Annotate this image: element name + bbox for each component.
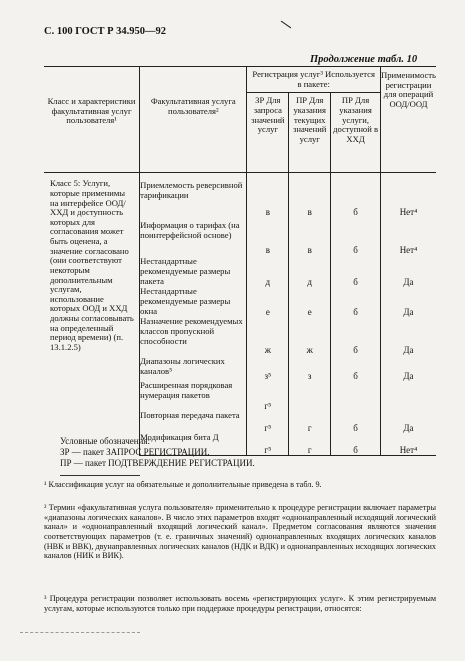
col-header-pr-current: ПР Для указания текущих значений услуг (289, 93, 331, 173)
value-pr-available: б (331, 221, 381, 257)
value-zr: з⁵ (247, 357, 289, 381)
value-zr: д (247, 257, 289, 287)
value-applicability: Нет⁴ (380, 221, 436, 257)
value-applicability: Нет⁴ (380, 181, 436, 221)
value-applicability: Да (380, 317, 436, 357)
value-pr-available: б (331, 287, 381, 317)
value-pr-available: б (331, 317, 381, 357)
value-zr: е (247, 287, 289, 317)
service-registration-table (44, 66, 436, 456)
service-item: Нестандартные рекомендуемые размеры пакета (140, 257, 247, 287)
footnote-divider (60, 475, 140, 476)
value-applicability: Нет⁴ (380, 433, 436, 455)
value-zr: г⁵ (247, 411, 289, 433)
value-pr-current: в (289, 181, 331, 221)
legend-zr: ЗР — пакет ЗАПРОС РЕГИСТРАЦИИ. (60, 446, 210, 457)
class-5-description: Класс 5: Услуги, которые применимы на интерфейсе ООД/ХХД и доступность которых для согласования может быть оценена, а значение согласовано (они соответствуют некоторым дополнительным услугам, использование которых ООД и ХХД должны согласовывать на определенный период времени) (п. 13.1.2.5) (50, 178, 134, 352)
page-header-left: С. 100 ГОСТ Р 34.950—92 (44, 26, 167, 37)
value-pr-current: д (289, 257, 331, 287)
value-zr: г⁵ (247, 381, 289, 411)
value-pr-available (331, 381, 381, 411)
value-pr-available: б (331, 357, 381, 381)
service-item: Модификация бита Д (140, 433, 247, 455)
col-header-service: Факультативная услуга пользователя² (140, 67, 247, 173)
value-applicability: Да (380, 257, 436, 287)
service-item: Расширенная порядковая нумерация пакетов (140, 381, 247, 411)
value-pr-current: е (289, 287, 331, 317)
value-pr-available: б (331, 257, 381, 287)
service-item: Диапазоны логических каналов⁵ (140, 357, 247, 381)
col-header-class: Класс и характеристики факультативная услуг пользователя¹ (44, 67, 140, 173)
legend-pr: ПР — пакет ПОДТВЕРЖДЕНИЕ РЕГИСТРАЦИИ. (60, 457, 255, 468)
col-header-applicability: Применимость регистрации для операций ООД/ООД (380, 67, 436, 173)
col-header-pr-available: ПР Для указания услуги, доступной в ХХД (331, 93, 381, 173)
value-applicability: Да (380, 287, 436, 317)
value-pr-current: г (289, 433, 331, 455)
value-pr-available: б (331, 181, 381, 221)
service-item: Информация о тарифах (на поинтерфейсной основе) (140, 221, 247, 257)
value-pr-current: г (289, 411, 331, 433)
value-pr-current: з (289, 357, 331, 381)
footnote-1: ¹ Классификация услуг на обязательные и дополнительные приведена в табл. 9. (44, 480, 322, 489)
value-zr: г⁵ (247, 433, 289, 455)
col-header-registration: Регистрация услуг³ Используется в пакете: (247, 67, 381, 93)
service-item: Приемлемость реверсивной тарификации (140, 181, 247, 221)
page-header-right: Продолжение табл. 10 (310, 54, 418, 65)
page-bottom-mark (20, 632, 140, 633)
legend-title: Условные обозначения: (60, 436, 151, 446)
service-item: Нестандартные рекомендуемые размеры окна (140, 287, 247, 317)
col-header-zr: ЗР Для запроса значений услуг (247, 93, 289, 173)
footnote-2: ² Термин «факультативная услуга пользователя» применительно к процедуре регистрации включает параметры «диапазоны логических каналов». В число этих параметров входят «однонаправленный исходящий логический канал» и «однонаправленный входящий логический канал». Предметом согласования являются значения соответствующих параметров (т. е. граничных значений) однонаправленных входящих логических каналов (НВК и ВВК), двунаправленных логических каналов (НДК и ВДК) и однонаправленных исходящих логических каналов (НИК и ВИК). (44, 503, 436, 561)
value-zr: ж (247, 317, 289, 357)
value-pr-current: ж (289, 317, 331, 357)
footnote-3: ³ Процедура регистрации позволяет использовать восемь «регистрирующих услуг». К этим регистрируемым услугам, которые используются только при поддержке процедуры регистрации, относятся: (44, 594, 436, 613)
value-zr: в (247, 221, 289, 257)
value-pr-available: б (331, 433, 381, 455)
header-tick-mark (281, 21, 291, 29)
value-applicability: Да (380, 411, 436, 433)
service-item: Повторная передача пакета (140, 411, 247, 433)
value-applicability: Да (380, 357, 436, 381)
value-pr-current: в (289, 221, 331, 257)
legend (60, 436, 255, 468)
service-item: Назначение рекомендуемых классов пропускной способности (140, 317, 247, 357)
value-pr-current (289, 381, 331, 411)
value-applicability (380, 381, 436, 411)
value-pr-available: б (331, 411, 381, 433)
value-zr: в (247, 181, 289, 221)
